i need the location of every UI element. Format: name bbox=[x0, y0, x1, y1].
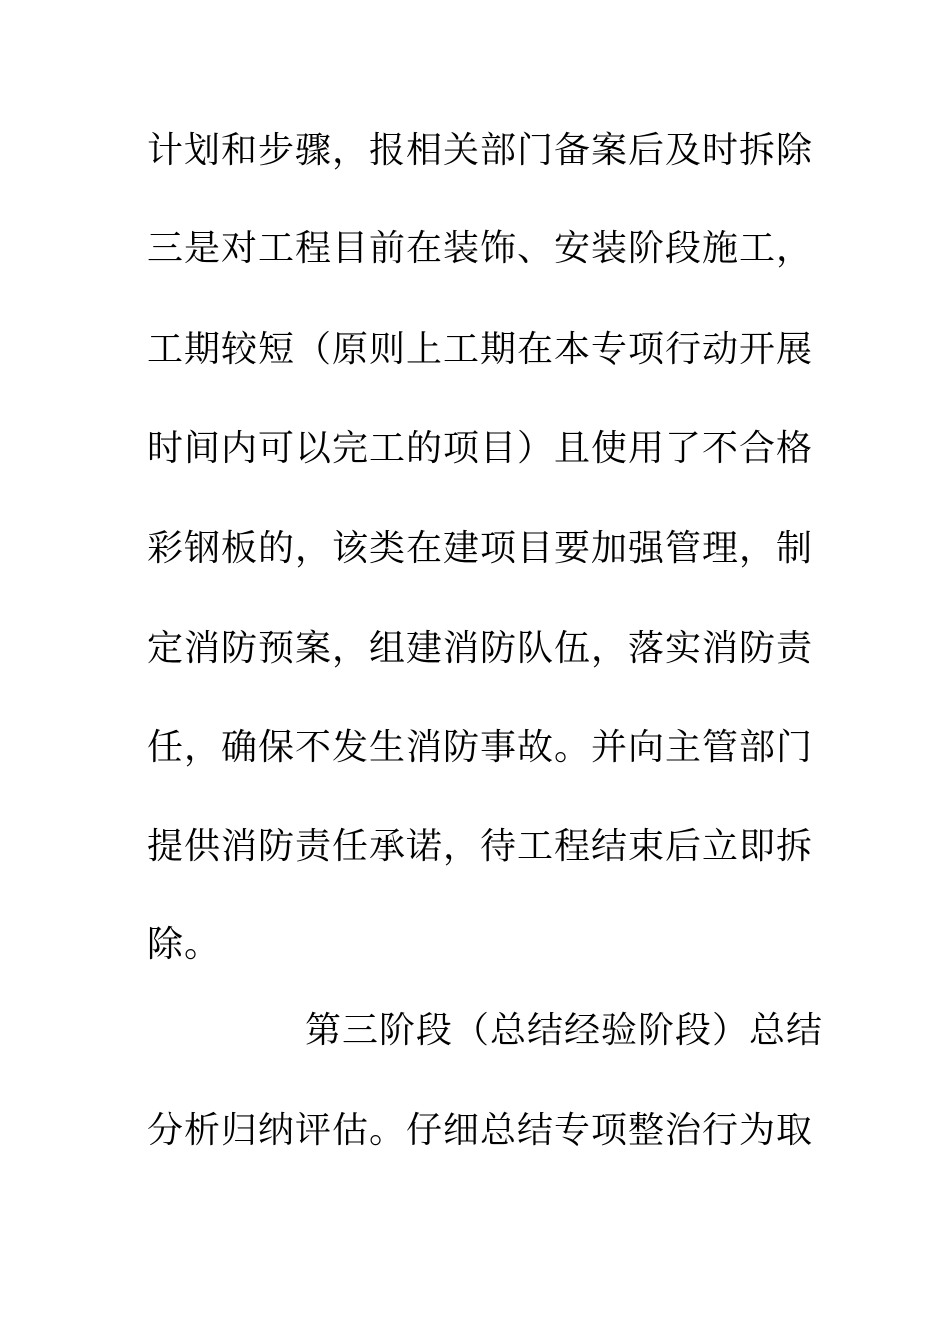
body-text-line-4: 时间内可以完工的项目）且使用了不合格 bbox=[147, 428, 814, 469]
section-heading-line: 第三阶段（总结经验阶段）总结 bbox=[305, 1010, 824, 1051]
body-text-line-5: 彩钢板的，该类在建项目要加强管理，制 bbox=[147, 528, 814, 569]
body-text-line-2: 三是对工程目前在装饰、安装阶段施工， bbox=[147, 228, 814, 269]
body-text-line-8: 提供消防责任承诺，待工程结束后立即拆 bbox=[147, 826, 814, 867]
body-text-line-11: 分析归纳评估。仔细总结专项整治行为取 bbox=[147, 1110, 814, 1151]
body-text-line-1: 计划和步骤，报相关部门备案后及时拆除 bbox=[147, 130, 814, 171]
body-text-line-3: 工期较短（原则上工期在本专项行动开展 bbox=[147, 329, 814, 370]
body-text-line-9: 除。 bbox=[147, 924, 222, 965]
body-text-line-6: 定消防预案，组建消防队伍，落实消防责 bbox=[147, 628, 814, 669]
body-text-line-7: 任，确保不发生消防事故。并向主管部门 bbox=[147, 727, 814, 768]
